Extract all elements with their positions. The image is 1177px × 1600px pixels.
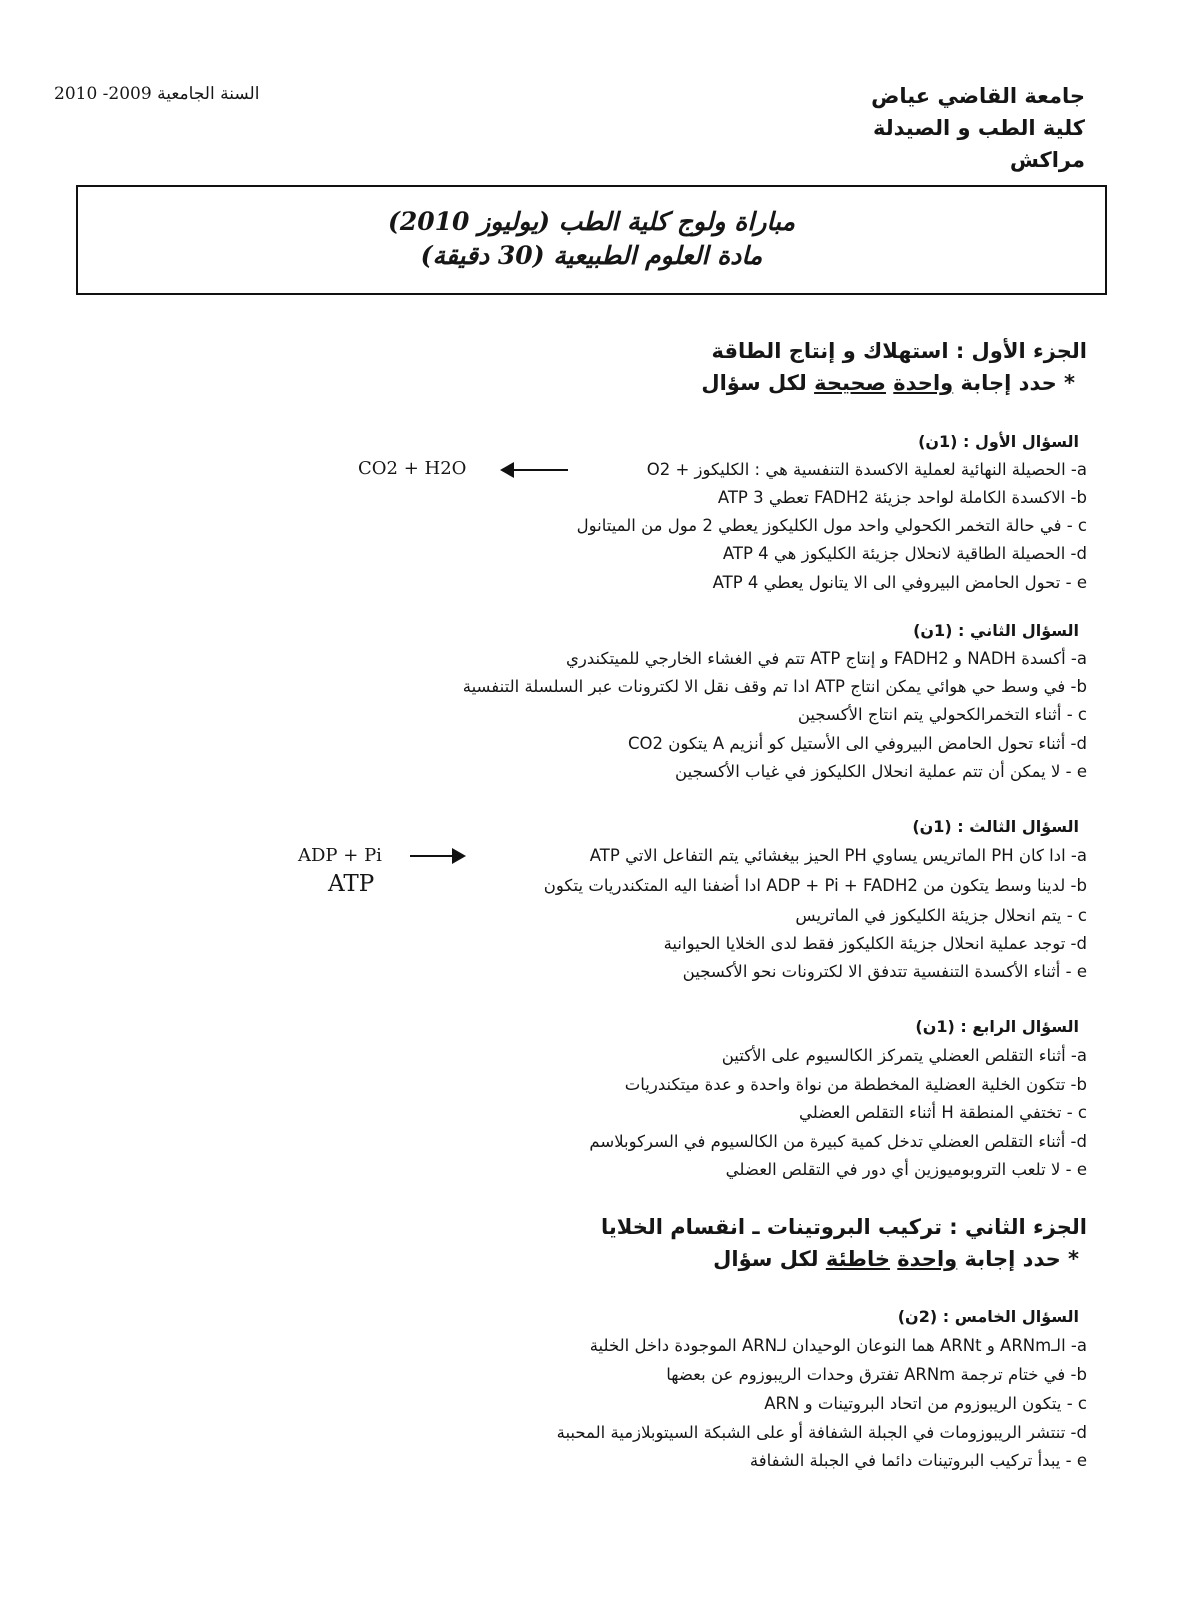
q3-option-e: e - أثناء الأكسدة التنفسية تتدفق الا لكترونات نحو الأكسجين — [682, 962, 1087, 981]
q1-option-e: e - تحول الحامض البيروفي الى الا يتانول يعطي ATP 4 — [712, 573, 1087, 592]
q3-option-a: a- ادا كان PH الماتريس يساوي PH الحيز بيغشائي يتم التفاعل الاتي ATP — [589, 846, 1087, 865]
question-5-title: السؤال الخامس : (2ن) — [897, 1307, 1079, 1326]
q2-option-c: c - أثناء التخمرالكحولي يتم انتاج الأكسجين — [797, 705, 1087, 724]
part2-title: الجزء الثاني : تركيب البروتينات ـ انقسام الخلايا — [601, 1215, 1087, 1239]
academic-year: السنة الجامعية 2009- 2010 — [54, 84, 260, 104]
right-arrow-icon — [508, 469, 568, 471]
institution-header — [725, 80, 1085, 176]
underlined-word: صحيحة — [814, 371, 886, 395]
q2-option-d: d- أثناء تحول الحامض البيروفي الى الأستيل كو أنزيم A يتكون CO2 — [628, 734, 1087, 753]
q2-option-a: a- أكسدة NADH و FADH2 و إنتاج ATP تتم في الغشاء الخارجي للميتكندري — [565, 649, 1087, 668]
question-2-title: السؤال الثاني : (1ن) — [913, 621, 1079, 640]
underlined-word: واحدة — [897, 1247, 958, 1271]
q3-option-c: c - يتم انحلال جزيئة الكليكوز في الماتريس — [795, 906, 1087, 925]
exam-title: مباراة ولوج كلية الطب (يوليوز 2010) — [388, 207, 795, 236]
question-3-title: السؤال الثالث : (1ن) — [912, 817, 1079, 836]
exam-subject: مادة العلوم الطبيعية (30 دقيقة) — [420, 241, 763, 270]
city-name: مراكش — [1009, 148, 1085, 172]
q3-a-product: ADP + Pi — [298, 845, 382, 866]
underlined-word: خاطئة — [825, 1247, 890, 1271]
part2-instruction: * حدد إجابة واحدة خاطئة لكل سؤال — [713, 1247, 1079, 1271]
q1-option-b: b- الاكسدة الكاملة لواحد جزيئة FADH2 تعطي 3 ATP — [717, 488, 1087, 507]
q5-option-e: e - يبدأ تركيب البروتينات دائما في الجبلة الشفافة — [749, 1451, 1087, 1470]
q4-option-d: d- أثناء التقلص العضلي تدخل كمية كبيرة من الكالسيوم في السركوبلاسم — [589, 1132, 1087, 1151]
q4-option-b: b- تتكون الخلية العضلية المخططة من نواة واحدة و عدة ميتكندريات — [624, 1075, 1087, 1094]
q3-b-product: ATP — [328, 871, 375, 897]
q3-option-b: b- لدينا وسط يتكون من ADP + Pi + FADH2 ادا أضفنا اليه المتكندريات يتكون — [543, 876, 1087, 895]
arrow-head-icon — [500, 462, 514, 478]
right-arrow-icon — [410, 855, 452, 857]
q3-option-d: d- توجد عملية انحلال جزيئة الكليكوز فقط لدى الخلايا الحيوانية — [663, 934, 1087, 953]
q2-option-b: b- في وسط حي هوائي يمكن انتاج ATP ادا تم وقف نقل الا لكترونات عبر السلسلة التنفسية — [462, 677, 1087, 696]
underlined-word: واحدة — [893, 371, 954, 395]
q1-option-a: a- الحصيلة النهائية لعملية الاكسدة التنفسية هي : الكليكوز + O2 — [646, 460, 1087, 479]
part1-instruction: * حدد إجابة واحدة صحيحة لكل سؤال — [701, 371, 1075, 395]
q5-option-a: a- الـARNm و ARNt هما النوعان الوحيدان لـARN الموجودة داخل الخلية — [589, 1336, 1087, 1355]
university-name: جامعة القاضي عياض — [871, 84, 1085, 108]
question-1-title: السؤال الأول : (1ن) — [918, 432, 1079, 451]
q4-option-c: c - تختفي المنطقة H أثناء التقلص العضلي — [798, 1103, 1087, 1122]
q1-option-d: d- الحصيلة الطاقية لانحلال جزيئة الكليكوز هي ATP 4 — [722, 544, 1087, 563]
arrow-head-icon — [452, 848, 466, 864]
exam-title-box — [76, 185, 1107, 295]
question-4-title: السؤال الرابع : (1ن) — [915, 1017, 1079, 1036]
q4-option-a: a- أثناء التقلص العضلي يتمركز الكالسيوم على الأكتين — [721, 1046, 1087, 1065]
q5-option-b: b- في ختام ترجمة ARNm تفترق وحدات الريبوزوم عن بعضها — [666, 1365, 1087, 1384]
q2-option-e: e - لا يمكن أن تتم عملية انحلال الكليكوز في غياب الأكسجين — [675, 762, 1087, 781]
part1-title: الجزء الأول : استهلاك و إنتاج الطاقة — [711, 339, 1087, 363]
q5-option-d: d- تنتشر الريبوزومات في الجبلة الشفافة أو على الشبكة السيتوبلازمية المحببة — [556, 1423, 1087, 1442]
q1-option-c: c - في حالة التخمر الكحولي واحد مول الكليكوز يعطي 2 مول من الميتانول — [576, 516, 1087, 535]
faculty-name: كلية الطب و الصيدلة — [873, 116, 1085, 140]
q4-option-e: e - لا تلعب التروبوميوزين أي دور في التقلص العضلي — [725, 1160, 1087, 1179]
q1-a-product: CO2 + H2O — [358, 458, 467, 479]
q5-option-c: c - يتكون الريبوزوم من اتحاد البروتينات و ARN — [764, 1394, 1087, 1413]
